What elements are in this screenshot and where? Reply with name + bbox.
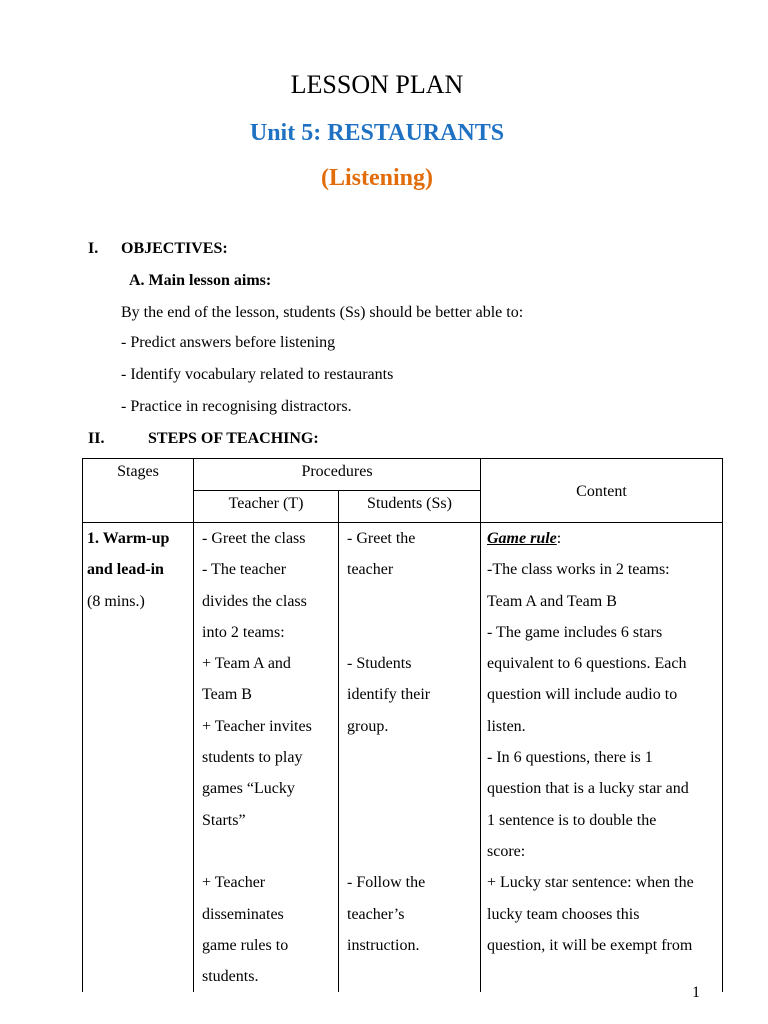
skill-subtitle: (Listening) <box>320 165 433 191</box>
stage-duration: (8 mins.) <box>87 592 145 610</box>
stage-cell <box>83 523 194 993</box>
stage-line: 1. Warm-up <box>87 530 170 547</box>
content-line: score: <box>487 842 526 860</box>
teacher-line: + Teacher invites <box>202 717 312 735</box>
game-rule-title: Game rule <box>487 530 557 547</box>
header-procedures: Procedures <box>194 459 481 491</box>
teacher-line: divides the class <box>202 592 307 610</box>
teacher-line: students. <box>202 968 259 986</box>
content-cell <box>481 523 723 993</box>
content-line: question will include audio to <box>487 686 678 704</box>
content-line: - The game includes 6 stars <box>487 623 663 641</box>
objectives-heading: OBJECTIVES: <box>121 240 228 257</box>
aim-item: - Predict answers before listening <box>121 334 336 351</box>
content-line: equivalent to 6 questions. Each <box>487 655 687 673</box>
teacher-line: Starts” <box>202 811 246 829</box>
students-line: teacher’s <box>347 905 405 923</box>
game-rule-colon: : <box>556 530 562 547</box>
teacher-line: Team B <box>202 686 252 704</box>
steps-heading: STEPS OF TEACHING: <box>148 430 319 447</box>
header-content: Content <box>481 459 723 523</box>
objectives-intro: By the end of the lesson, students (Ss) should be better able to: <box>121 304 524 321</box>
students-line: identify their <box>347 686 431 704</box>
main-aims-heading: A. Main lesson aims: <box>129 272 272 289</box>
students-line: teacher <box>347 561 394 579</box>
teacher-line: into 2 teams: <box>202 623 285 641</box>
teacher-line: - Greet the class <box>202 530 306 547</box>
content-line: Team A and Team B <box>487 592 617 610</box>
teacher-line: + Team A and <box>202 655 291 673</box>
teacher-line: students to play <box>202 749 303 767</box>
unit-title: Unit 5: RESTAURANTS <box>249 120 505 146</box>
content-line: question that is a lucky star and <box>487 780 689 798</box>
game-rule-heading <box>487 523 718 554</box>
page-number: 1 <box>692 984 700 1001</box>
header-stages: Stages <box>83 459 194 523</box>
students-line: group. <box>347 717 389 735</box>
students-line: - Greet the <box>347 530 416 547</box>
content-line: - In 6 questions, there is 1 <box>487 749 653 767</box>
content-line: listen. <box>487 717 526 735</box>
teacher-line: game rules to <box>202 936 289 954</box>
header-students: Students (Ss) <box>339 491 481 523</box>
content-line: + Lucky star sentence: when the <box>487 874 694 892</box>
teaching-steps-table <box>82 458 723 992</box>
teacher-cell <box>194 523 339 993</box>
teacher-line: - The teacher <box>202 561 287 579</box>
content-line: lucky team chooses this <box>487 905 640 923</box>
section-number-steps: II. <box>88 430 105 447</box>
teacher-line: disseminates <box>202 905 284 923</box>
aim-item: - Identify vocabulary related to restaurants <box>121 366 394 383</box>
stage-line: and lead-in <box>87 561 164 579</box>
document-title: LESSON PLAN <box>290 70 464 99</box>
content-line: question, it will be exempt from <box>487 936 693 954</box>
content-line: -The class works in 2 teams: <box>487 561 670 579</box>
students-line: - Students <box>347 655 412 673</box>
students-line: - Follow the <box>347 874 426 892</box>
aim-item: - Practice in recognising distractors. <box>121 398 352 415</box>
teacher-line: + Teacher <box>202 874 266 892</box>
content-line: 1 sentence is to double the <box>487 811 657 829</box>
teacher-line: games “Lucky <box>202 780 295 798</box>
header-teacher: Teacher (T) <box>194 491 339 523</box>
students-cell <box>339 523 481 993</box>
section-number-objectives: I. <box>88 240 99 257</box>
students-line: instruction. <box>347 936 420 954</box>
